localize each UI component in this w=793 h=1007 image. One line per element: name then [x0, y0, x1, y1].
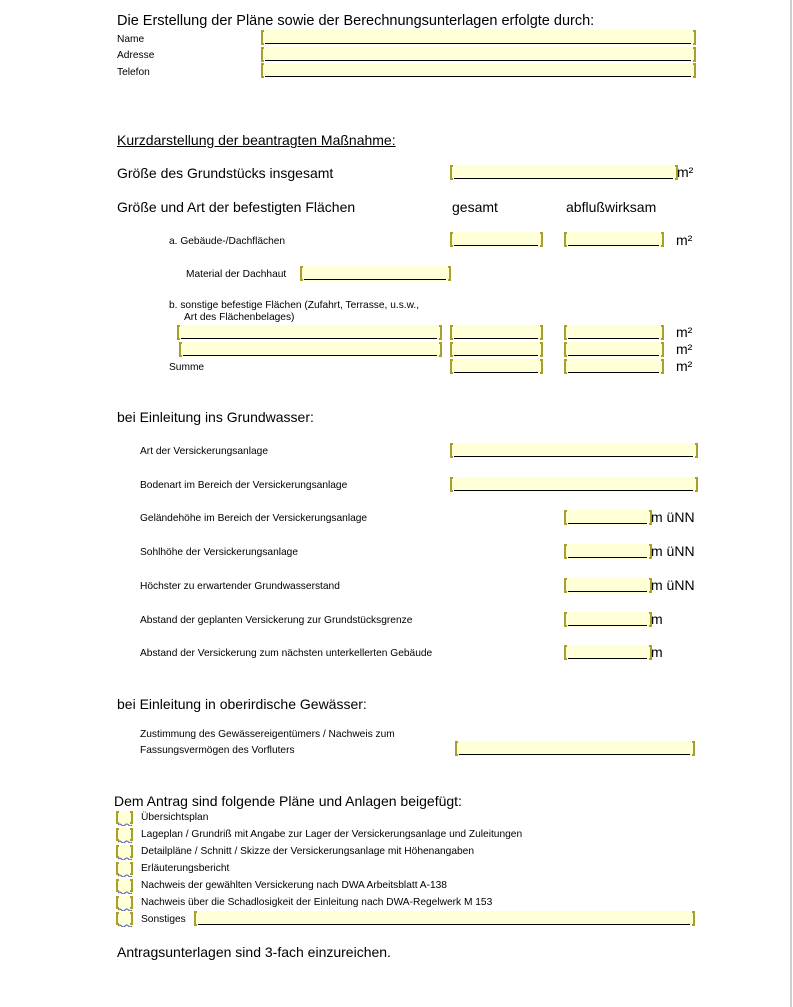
soil-type-field[interactable] [450, 477, 698, 492]
plot-size-field[interactable] [450, 165, 678, 180]
bottom-height-unit: m üNN [651, 543, 695, 559]
attachment-label: Sonstiges [141, 914, 186, 925]
roof-runoff-field[interactable] [564, 232, 664, 247]
wave-icon [118, 924, 132, 927]
consent-label: Zustimmung des Gewässereigentümers / Nachweis zum [140, 729, 395, 740]
phone-label: Telefon [117, 67, 150, 78]
other-unit-1: m² [676, 324, 693, 340]
page-edge [790, 0, 792, 1007]
bottom-height-label: Sohlhöhe der Versickerungsanlage [140, 547, 299, 558]
terrain-height-label: Geländehöhe im Bereich der Versickerungsanlage [140, 513, 368, 524]
other-paved-label: b. sonstige befestige Flächen (Zufahrt, Terrasse, u.s.w., [169, 300, 420, 311]
attachment-label: Nachweis der gewählten Versickerung nach DWA Arbeitsblatt A-138 [141, 880, 447, 891]
max-groundwater-unit: m üNN [651, 577, 695, 593]
bottom-height-field[interactable] [564, 544, 652, 559]
summary-heading: Kurzdarstellung der beantragten Maßnahme: [117, 132, 396, 148]
other-type-field-1[interactable] [177, 325, 442, 340]
checkbox-explanatory-report[interactable] [116, 862, 133, 877]
groundwater-heading: bei Einleitung ins Grundwasser: [117, 409, 314, 425]
col-header-runoff: abflußwirksam [566, 199, 657, 215]
attachment-label: Übersichtsplan [141, 812, 209, 823]
attachment-label: Detailpläne / Schnitt / Skizze der Versickerungsanlage mit Höhenangaben [141, 846, 474, 857]
attachment-label: Nachweis über die Schadlosigkeit der Einleitung nach DWA-Regelwerk M 153 [141, 897, 493, 908]
checkbox-site-plan[interactable] [116, 828, 133, 843]
dist-boundary-label: Abstand der geplanten Versickerung zur Grundstücksgrenze [140, 615, 413, 626]
wave-icon [118, 823, 132, 826]
address-field[interactable] [261, 47, 696, 62]
wave-icon [118, 857, 132, 860]
plot-size-unit: m² [677, 164, 694, 180]
other-type-field-2[interactable] [179, 342, 442, 357]
wave-icon [118, 840, 132, 843]
other-unit-2: m² [676, 341, 693, 357]
other-paved-label-2: Art des Flächenbelages) [184, 312, 295, 323]
dist-building-label: Abstand der Versickerung zum nächsten unterkellerten Gebäude [140, 648, 433, 659]
dist-building-unit: m [651, 644, 663, 660]
terrain-height-field[interactable] [564, 510, 652, 525]
attachments-heading: Dem Antrag sind folgende Pläne und Anlagen beigefügt: [114, 793, 462, 809]
sum-unit: m² [676, 358, 693, 374]
address-label: Adresse [117, 50, 155, 61]
dist-building-field[interactable] [564, 645, 652, 660]
checkbox-other[interactable] [116, 912, 133, 927]
sum-label: Summe [169, 362, 205, 373]
attachment-label: Lageplan / Grundriß mit Angabe zur Lager der Versickerungsanlage und Zuleitungen [141, 829, 523, 840]
other-total-field-1[interactable] [450, 325, 543, 340]
roof-material-field[interactable] [300, 266, 451, 281]
infiltration-type-label: Art der Versickerungsanlage [140, 446, 268, 457]
checkbox-overview-plan[interactable] [116, 811, 133, 826]
consent-field[interactable] [455, 741, 695, 756]
other-runoff-field-2[interactable] [564, 342, 664, 357]
consent-label-2: Fassungsvermögen des Vorfluters [140, 745, 295, 756]
soil-type-label: Bodenart im Bereich der Versickerungsanlage [140, 480, 348, 491]
sum-total-field[interactable] [450, 359, 543, 374]
roof-total-field[interactable] [450, 232, 543, 247]
name-label: Name [117, 34, 145, 45]
attachment-label: Erläuterungsbericht [141, 863, 230, 874]
checkbox-dwa-a138[interactable] [116, 879, 133, 894]
phone-field[interactable] [261, 63, 696, 78]
surface-water-heading: bei Einleitung in oberirdische Gewässer: [117, 696, 367, 712]
roof-area-label: a. Gebäude-/Dachflächen [169, 236, 286, 247]
wave-icon [118, 891, 132, 894]
max-groundwater-field[interactable] [564, 578, 652, 593]
name-field[interactable] [261, 30, 696, 45]
roof-unit: m² [676, 232, 693, 248]
checkbox-detail-plans[interactable] [116, 845, 133, 860]
infiltration-type-field[interactable] [450, 443, 698, 458]
sum-runoff-field[interactable] [564, 359, 664, 374]
plot-size-label: Größe des Grundstücks insgesamt [117, 165, 334, 181]
other-attachment-field[interactable] [194, 911, 695, 926]
col-header-total: gesamt [452, 199, 498, 215]
wave-icon [118, 908, 132, 911]
wave-icon [118, 874, 132, 877]
checkbox-dwa-m153[interactable] [116, 896, 133, 911]
intro-heading: Die Erstellung der Pläne sowie der Berechnungsunterlagen erfolgte durch: [117, 13, 595, 29]
terrain-height-unit: m üNN [651, 509, 695, 525]
other-total-field-2[interactable] [450, 342, 543, 357]
max-groundwater-label: Höchster zu erwartender Grundwasserstand [140, 581, 340, 592]
dist-boundary-field[interactable] [564, 612, 652, 627]
paved-areas-label: Größe und Art der befestigten Flächen [117, 199, 356, 215]
submission-note: Antragsunterlagen sind 3-fach einzureichen. [117, 944, 391, 960]
roof-material-label: Material der Dachhaut [186, 269, 287, 280]
dist-boundary-unit: m [651, 611, 663, 627]
other-runoff-field-1[interactable] [564, 325, 664, 340]
